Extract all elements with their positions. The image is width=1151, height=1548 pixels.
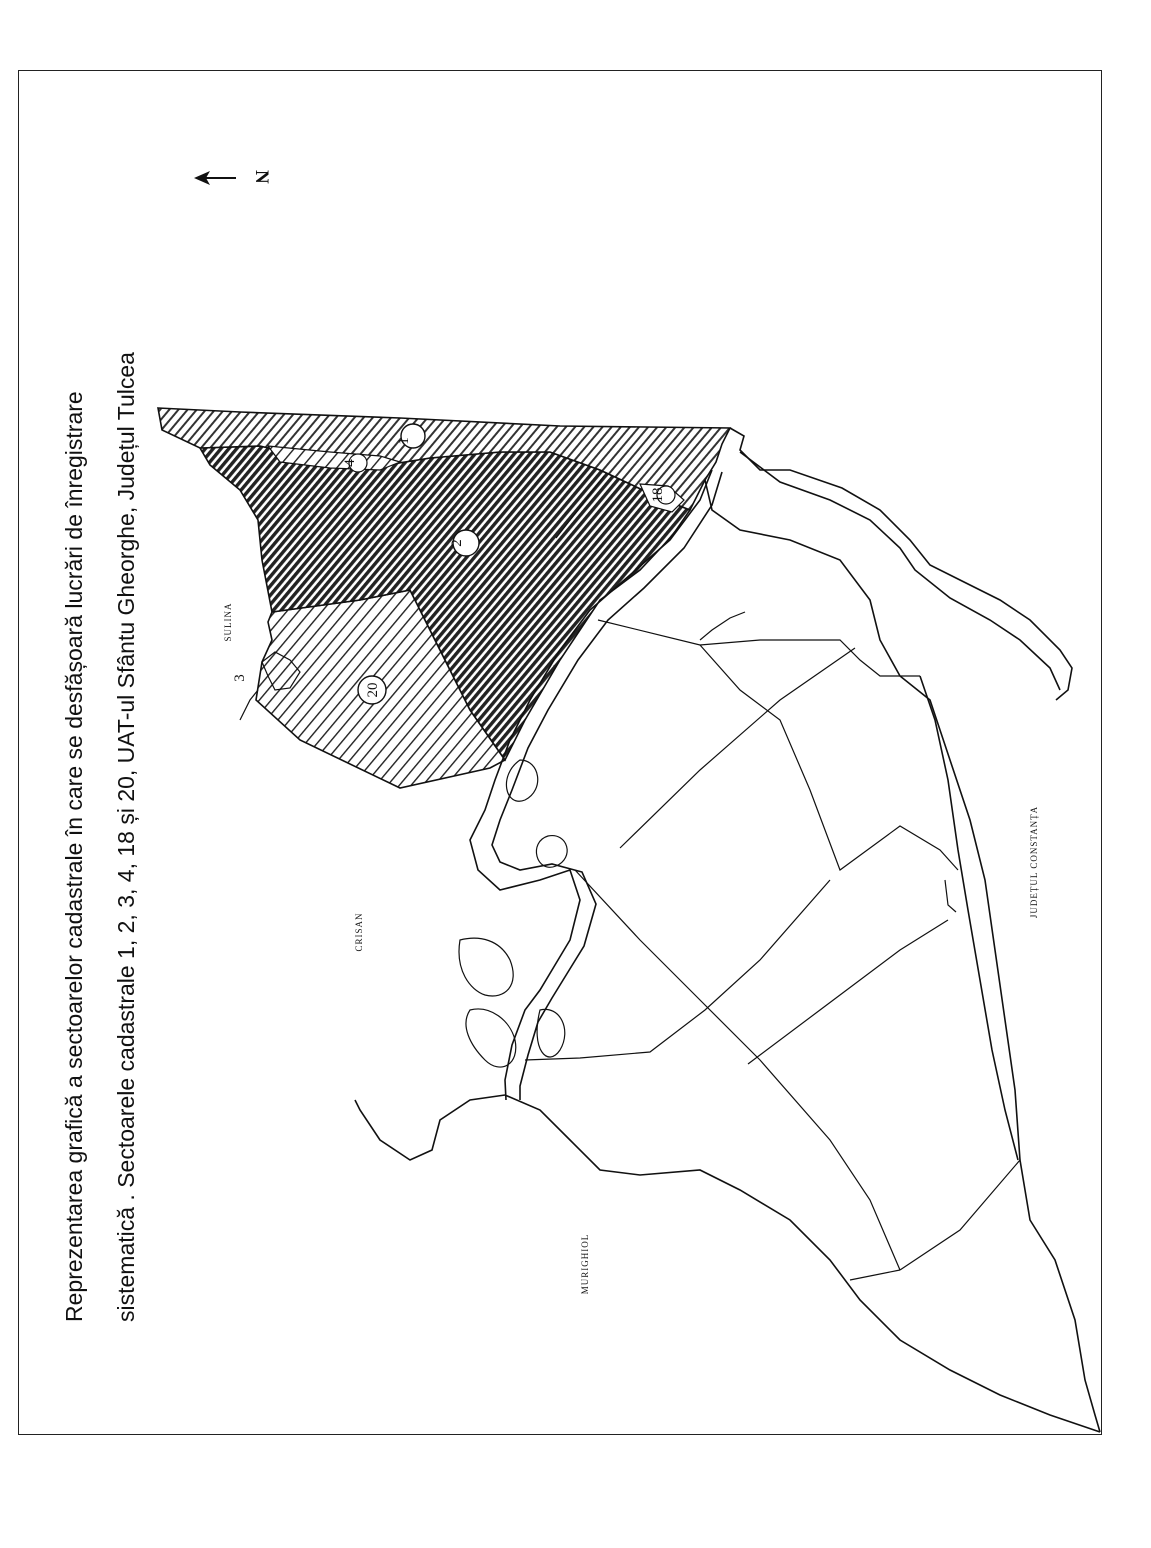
meander-1 [506,760,537,801]
sector-20-number: 20 [365,682,381,698]
place-murighiol: MURIGHIOL [580,1233,590,1295]
meander-2 [536,836,567,868]
meander-4 [466,1009,516,1067]
map-title-line-2: sistematică . Sectoarele cadastrale 1, 2, 3, 4, 18 și 20, UAT-ul Sfântu Gheorghe, Județul Tulcea [113,352,139,1322]
coastline [730,428,1072,700]
southwest-boundary [505,1095,1100,1432]
sector-18-label [650,486,675,504]
north-arrow-label: N [251,170,272,184]
coastline-inner [740,452,1060,690]
sector-3-number: 3 [232,674,248,682]
interior-lines [525,612,1020,1280]
meander-3 [459,938,513,996]
place-sulina: SULINA [223,602,233,642]
map-title-line-1: Reprezentarea grafică a sectoarelor cadastrale în care se desfășoară lucrări de înregistrare [61,391,87,1322]
place-judetul-constanta: JUDEȚUL CONSTANȚA [1029,805,1039,919]
sector-20-label [358,676,386,704]
north-arrow-icon [194,170,272,185]
sector-1-number: 1 [396,437,412,445]
place-crisan: CRISAN [354,912,364,952]
sector-4-number: 4 [342,459,358,467]
east-boundary-inner [920,676,1018,1160]
sector-2-number: 2 [449,539,465,547]
sector-18-number: 18 [650,487,666,503]
west-boundary [355,1095,505,1160]
